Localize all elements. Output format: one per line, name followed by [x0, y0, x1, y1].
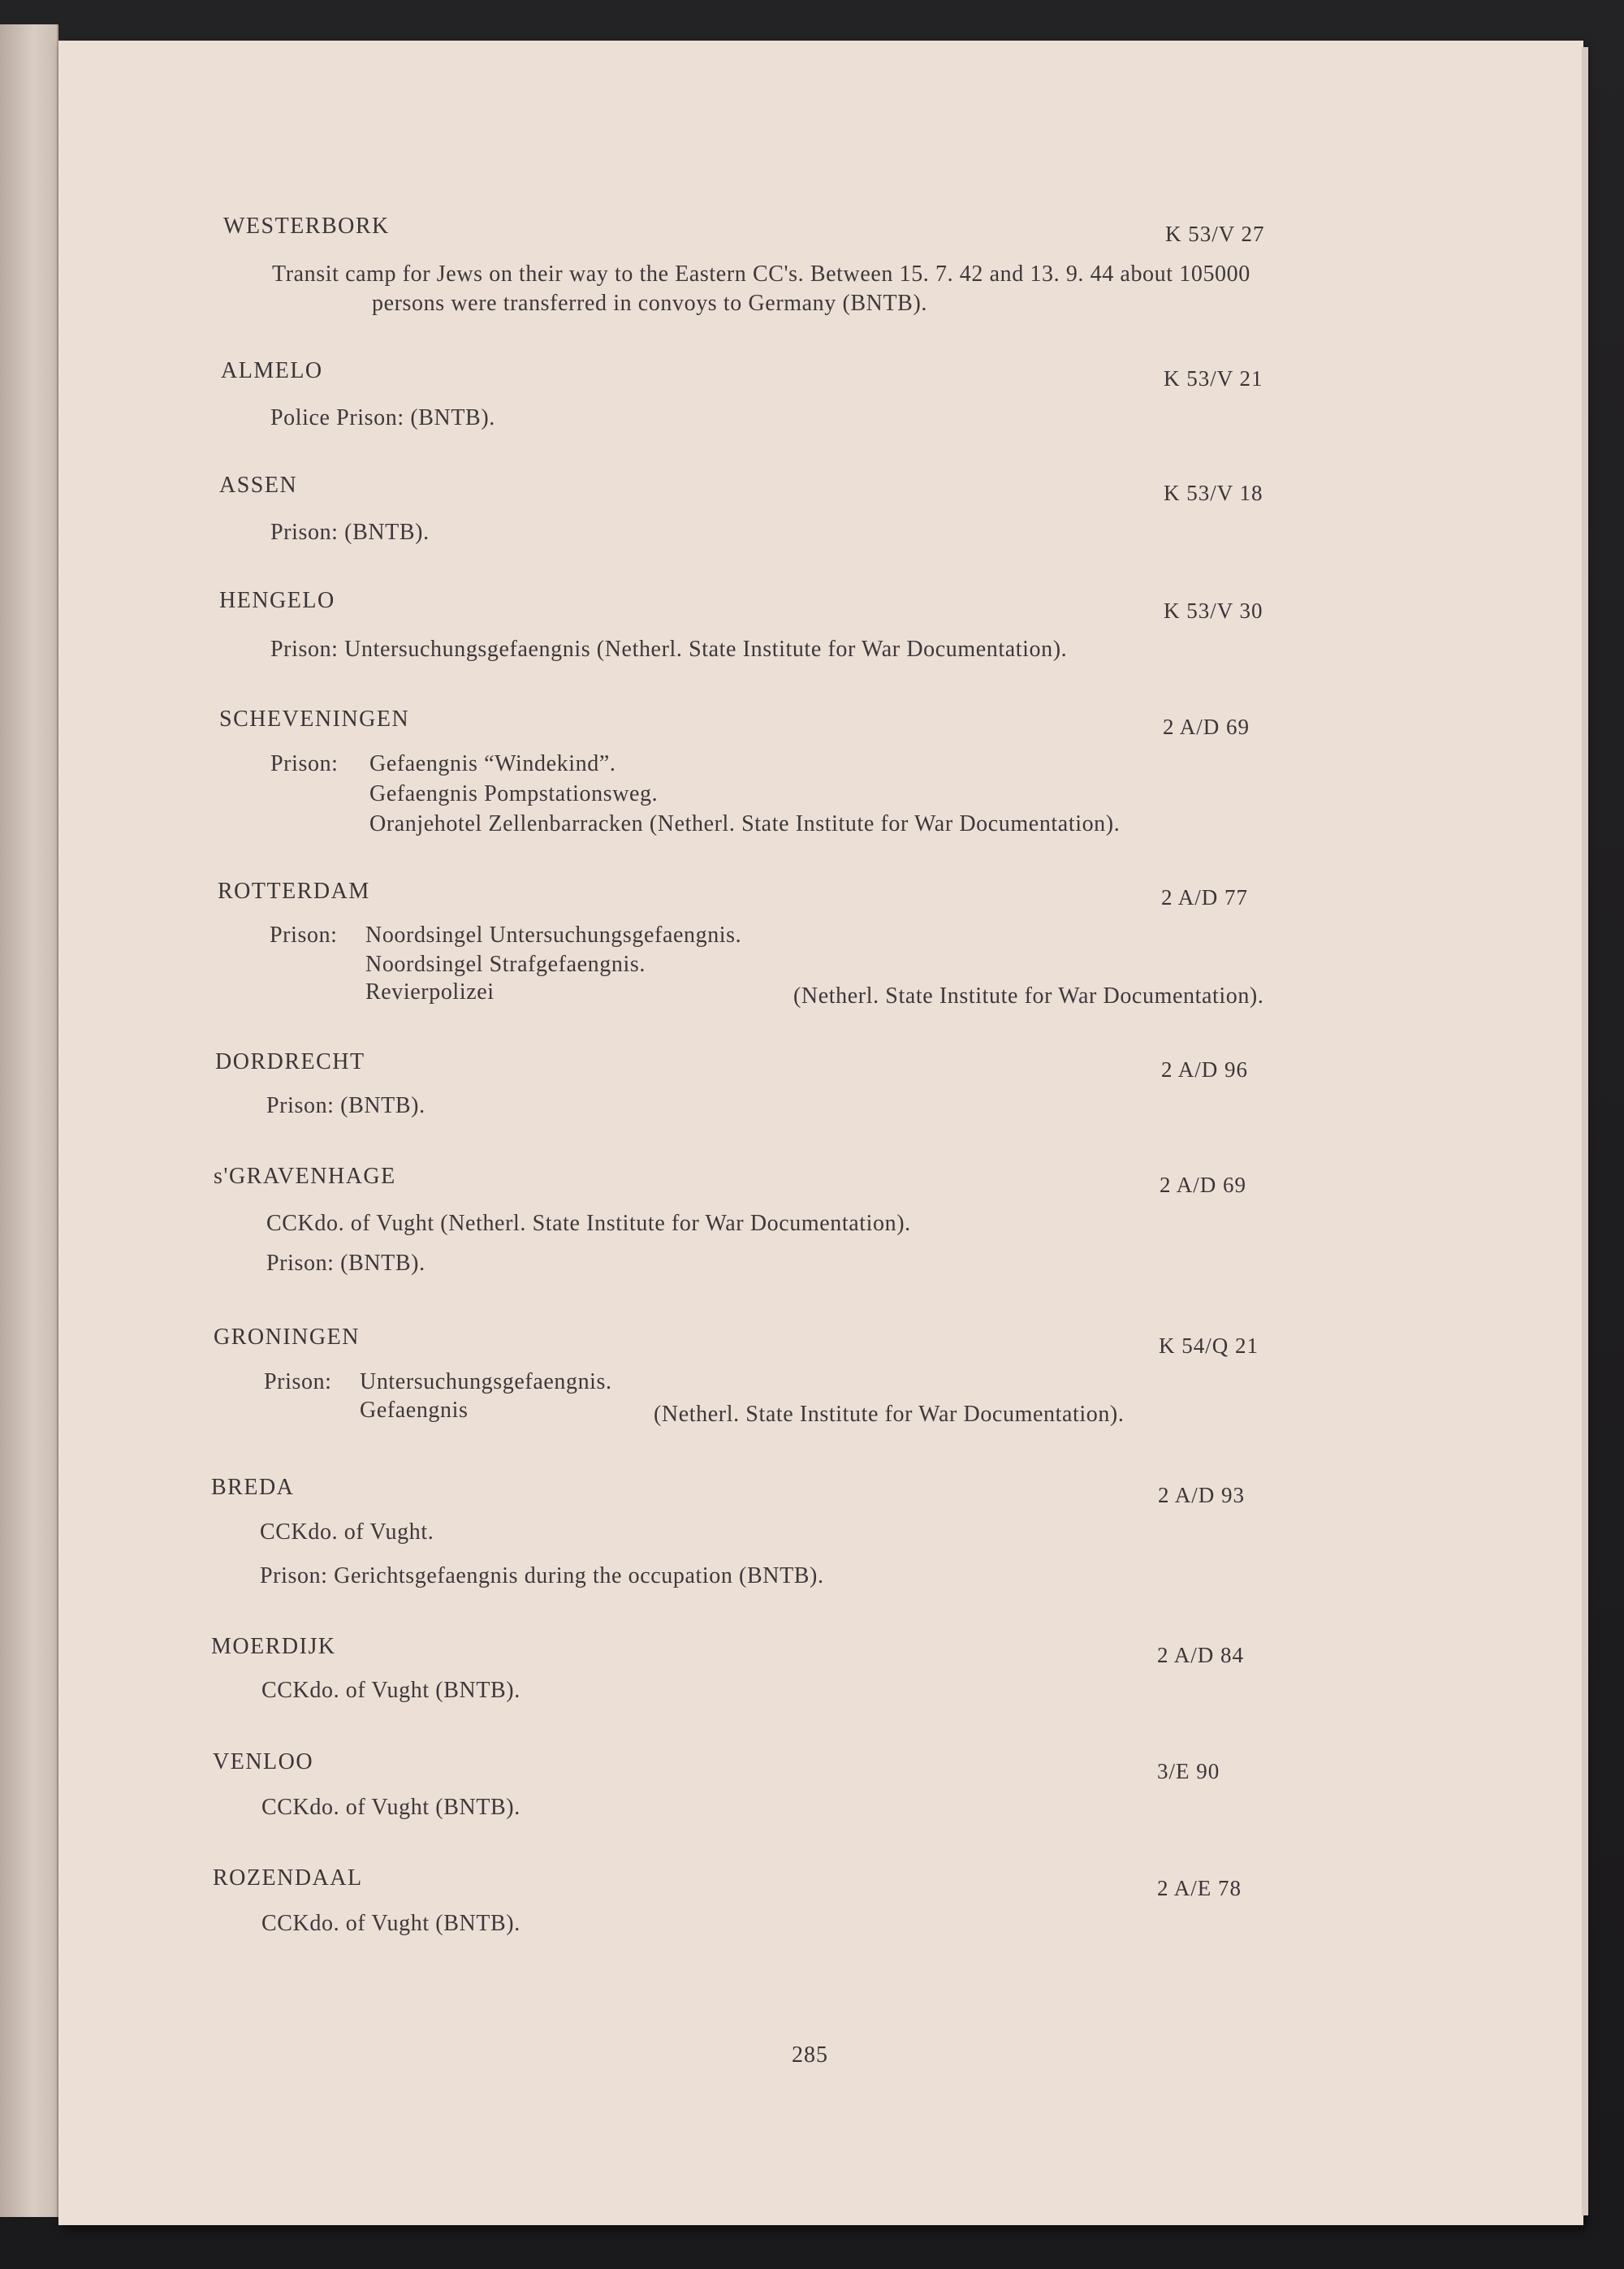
entry-ref-dordrecht: 2 A/D 96 [1161, 1057, 1249, 1082]
entry-text-line: Oranjehotel Zellenbarracken (Netherl. State Institute for War Documentation). [369, 811, 1121, 836]
entry-heading-assen: ASSEN [219, 473, 298, 498]
entry-heading-dordrecht: DORDRECHT [215, 1049, 365, 1074]
entry-text-line: Noordsingel Strafgefaengnis. [365, 952, 646, 977]
entry-ref-rotterdam: 2 A/D 77 [1161, 885, 1249, 910]
entry-ref-breda: 2 A/D 93 [1158, 1483, 1246, 1507]
entry-ref-sgravenhage: 2 A/D 69 [1160, 1173, 1247, 1197]
entry-text-line: Gefaengnis [360, 1398, 469, 1423]
entry-text-line: Prison: Untersuchungsgefaengnis (Netherl. State Institute for War Documentation). [270, 637, 1068, 662]
facing-page-edge [0, 24, 58, 2217]
page-edge-shadow [1582, 47, 1588, 2215]
entry-text-line: Noordsingel Untersuchungsgefaengnis. [365, 923, 742, 948]
entry-heading-venloo: VENLOO [213, 1749, 314, 1774]
entry-ref-assen: K 53/V 18 [1164, 481, 1263, 505]
entry-text-line: Gefaengnis “Windekind”. [369, 751, 616, 776]
entry-text-line: Untersuchungsgefaengnis. [360, 1369, 612, 1394]
entry-text-line: CCKdo. of Vught (Netherl. State Institute for War Documentation). [266, 1211, 911, 1236]
entry-heading-scheveningen: SCHEVENINGEN [219, 707, 410, 732]
entry-heading-hengelo: HENGELO [219, 588, 335, 613]
entry-text-line: Revierpolizei [365, 979, 495, 1005]
entry-text-line: CCKdo. of Vught (BNTB). [261, 1678, 520, 1703]
entry-ref-almelo: K 53/V 21 [1164, 366, 1263, 391]
entry-text-line: Transit camp for Jews on their way to the Eastern CC's. Between 15. 7. 42 and 13. 9. 44 about 105000 [272, 261, 1250, 287]
entry-text-line: Prison: (BNTB). [266, 1093, 425, 1118]
entry-source: (Netherl. State Institute for War Documentation). [793, 983, 1264, 1009]
entry-label-prison: Prison: [270, 923, 338, 948]
entry-heading-rotterdam: ROTTERDAM [218, 879, 370, 904]
page-number: 285 [792, 2042, 828, 2068]
entry-heading-sgravenhage: s'GRAVENHAGE [214, 1164, 396, 1189]
entry-ref-westerbork: K 53/V 27 [1165, 222, 1265, 246]
entry-ref-moerdijk: 2 A/D 84 [1157, 1643, 1245, 1667]
entry-ref-hengelo: K 53/V 30 [1164, 599, 1263, 623]
entry-text-line: Gefaengnis Pompstationsweg. [369, 781, 659, 806]
entry-ref-rozendaal: 2 A/E 78 [1157, 1876, 1242, 1900]
entry-label-prison: Prison: [264, 1369, 332, 1394]
entry-text-line: CCKdo. of Vught (BNTB). [261, 1795, 520, 1820]
entry-text-line: Prison: (BNTB). [266, 1251, 425, 1276]
entry-text-line: Prison: Gerichtsgefaengnis during the occupation (BNTB). [260, 1563, 824, 1588]
entry-text-line: CCKdo. of Vught (BNTB). [261, 1911, 520, 1936]
entry-heading-rozendaal: ROZENDAAL [213, 1865, 363, 1891]
entry-heading-breda: BREDA [211, 1475, 295, 1500]
entry-ref-scheveningen: 2 A/D 69 [1163, 715, 1250, 739]
entry-label-prison: Prison: [270, 751, 339, 776]
entry-source: (Netherl. State Institute for War Documentation). [654, 1402, 1125, 1427]
entry-text-line: Prison: (BNTB). [270, 520, 430, 545]
entry-text-line: Police Prison: (BNTB). [270, 405, 495, 430]
entry-heading-almelo: ALMELO [221, 358, 323, 383]
entry-heading-moerdijk: MOERDIJK [211, 1634, 336, 1659]
entry-text-line: CCKdo. of Vught. [260, 1519, 434, 1545]
entry-heading-westerbork: WESTERBORK [223, 214, 390, 239]
entry-heading-groningen: GRONINGEN [214, 1325, 360, 1350]
entry-text-line: persons were transferred in convoys to Germany (BNTB). [372, 291, 927, 316]
entry-ref-groningen: K 54/Q 21 [1159, 1333, 1259, 1358]
entry-ref-venloo: 3/E 90 [1157, 1759, 1220, 1783]
